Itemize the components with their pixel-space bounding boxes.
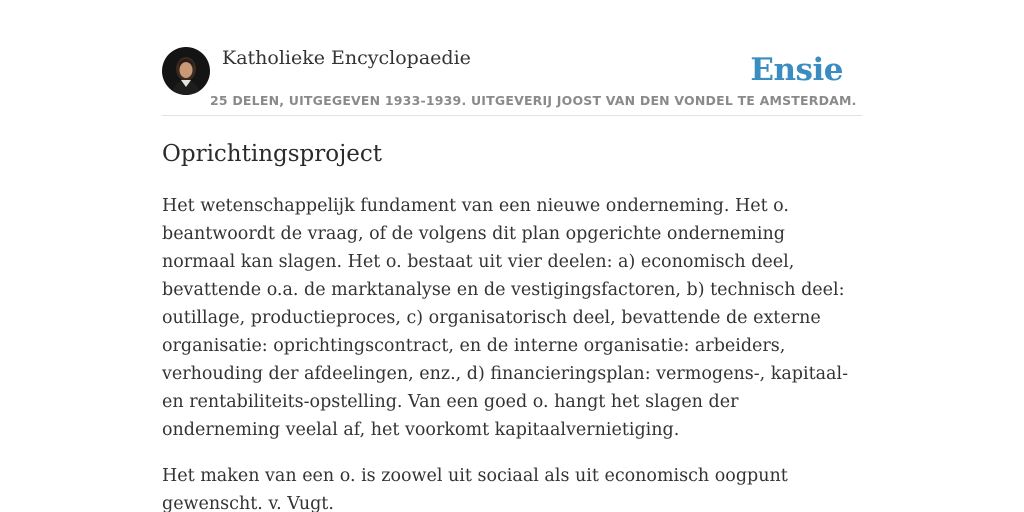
source-subtitle: 25 DELEN, UITGEGEVEN 1933-1939. UITGEVERIJ JOOST VAN DEN VONDEL TE AMSTERDAM. — [210, 93, 857, 108]
entry-body — [162, 192, 862, 512]
entry-paragraph: Het wetenschappelijk fundament van een nieuwe onderneming. Het o. beantwoordt de vraag, of de volgens dit plan opgerichte onderneming normaal kan slagen. Het o. bestaat uit vier deelen: a) economisch deel, bevattende o.a. de marktanalyse en de vestigingsfactoren, b) technisch deel: outillage, productieproces, c) organisatorisch deel, bevattende de externe organisatie: oprichtingscontract, en de interne organisatie: arbeiders, verhouding der afdeelingen, enz., d) financieringsplan: vermogens-, kapitaal- en rentabiliteits-opstelling. Van een goed o. hangt het slagen der onderneming veelal af, het voorkomt kapitaalvernietiging. — [162, 196, 848, 440]
source-header — [162, 46, 862, 116]
ensie-logo-link[interactable]: Ensie — [750, 52, 843, 88]
portrait-avatar-icon — [162, 47, 210, 95]
source-avatar[interactable] — [162, 47, 210, 95]
source-title[interactable]: Katholieke Encyclopaedie — [222, 47, 471, 69]
entry-paragraph: Het maken van een o. is zoowel uit sociaal als uit economisch oogpunt gewenscht. v. Vugt. — [162, 466, 788, 512]
entry-title: Oprichtingsproject — [162, 141, 382, 167]
